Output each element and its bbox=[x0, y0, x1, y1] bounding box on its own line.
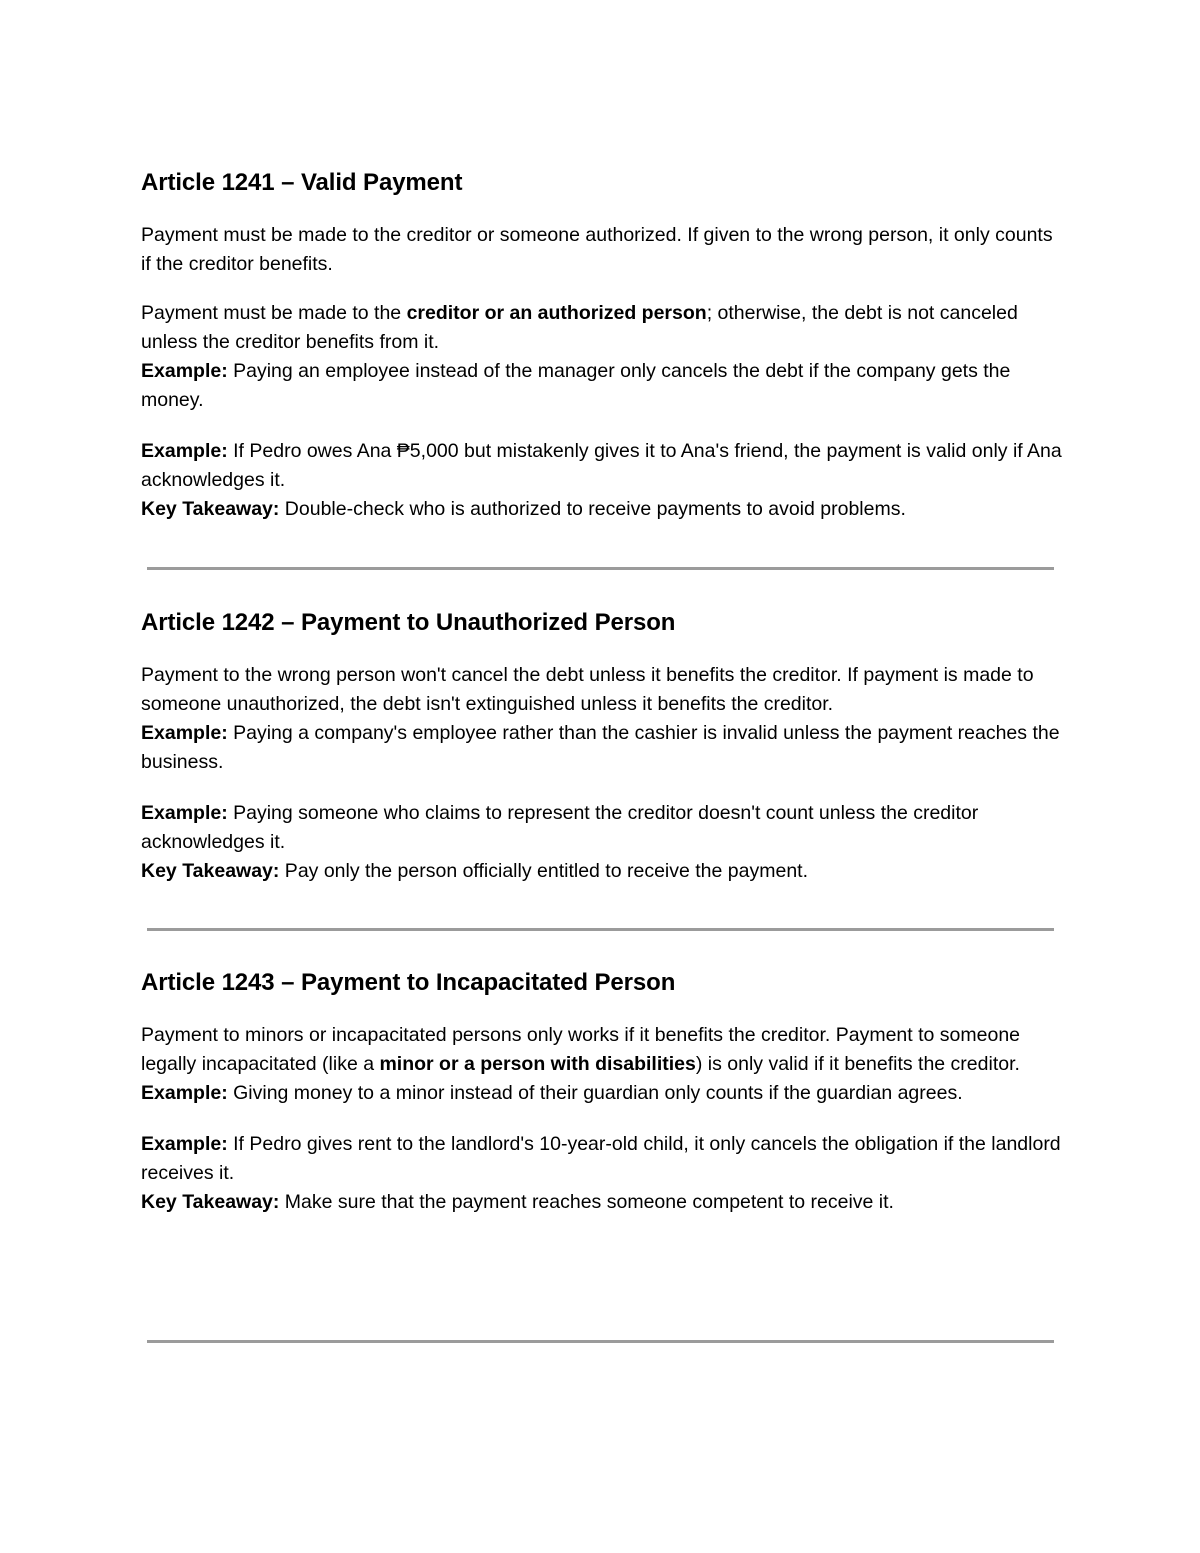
summary-text: ) is only valid if it benefits the creditor. bbox=[695, 1053, 1020, 1075]
takeaway-label: Key Takeaway: bbox=[141, 1191, 280, 1213]
article-title: Article 1242 – Payment to Unauthorized Person bbox=[141, 609, 676, 636]
article-example-block bbox=[141, 437, 1066, 524]
example-text: If Pedro owes Ana ₱5,000 but mistakenly gives it to Ana's friend, the payment is valid only if Ana acknowledges it. bbox=[141, 440, 1062, 491]
takeaway-paragraph bbox=[141, 1188, 1066, 1217]
summary-paragraph bbox=[141, 1021, 1066, 1079]
article-details bbox=[141, 299, 1066, 415]
example-label: Example: bbox=[141, 440, 228, 462]
article-1243 bbox=[141, 969, 1066, 1239]
detail-text: ; otherwise, the debt is not canceled unless the creditor benefits from it. bbox=[141, 302, 1018, 353]
article-1242 bbox=[141, 609, 1066, 908]
example-label: Example: bbox=[141, 1082, 228, 1104]
takeaway-paragraph bbox=[141, 495, 1066, 524]
article-title: Article 1243 – Payment to Incapacitated Person bbox=[141, 969, 676, 996]
summary-text: Payment to minors or incapacitated persons only works if it benefits the creditor. Payment to someone legally incapacitated (like a bbox=[141, 1024, 1021, 1075]
article-details bbox=[141, 661, 1066, 777]
example-text: Paying a company's employee rather than the cashier is invalid unless the payment reaches the business. bbox=[141, 722, 1060, 773]
article-title: Article 1241 – Valid Payment bbox=[141, 169, 463, 196]
summary-emphasis: minor or a person with disabilities bbox=[379, 1053, 696, 1075]
example-label: Example: bbox=[141, 722, 228, 744]
detail-emphasis: creditor or an authorized person bbox=[406, 302, 707, 324]
example-paragraph bbox=[141, 1079, 1066, 1108]
example-label: Example: bbox=[141, 802, 228, 824]
example-text: Paying someone who claims to represent the creditor doesn't count unless the creditor acknowledges it. bbox=[141, 802, 979, 853]
example-text: Giving money to a minor instead of their guardian only counts if the guardian agrees. bbox=[227, 1082, 963, 1104]
takeaway-text: Make sure that the payment reaches someone competent to receive it. bbox=[279, 1191, 894, 1213]
divider bbox=[147, 928, 1054, 931]
example-paragraph bbox=[141, 357, 1066, 415]
takeaway-label: Key Takeaway: bbox=[141, 498, 280, 520]
example-paragraph bbox=[141, 437, 1066, 495]
example-paragraph bbox=[141, 719, 1066, 777]
example-label: Example: bbox=[141, 1133, 228, 1155]
example-paragraph bbox=[141, 1130, 1066, 1188]
takeaway-label: Key Takeaway: bbox=[141, 860, 280, 882]
takeaway-paragraph bbox=[141, 857, 1066, 886]
example-paragraph bbox=[141, 799, 1066, 857]
detail-text: Payment must be made to the bbox=[141, 302, 407, 324]
article-example-block bbox=[141, 799, 1066, 886]
article-example-block bbox=[141, 1130, 1066, 1217]
divider bbox=[147, 567, 1054, 570]
article-1241 bbox=[141, 169, 1066, 546]
article-details bbox=[141, 1021, 1066, 1108]
takeaway-text: Double-check who is authorized to receive payments to avoid problems. bbox=[279, 498, 906, 520]
takeaway-text: Pay only the person officially entitled to receive the payment. bbox=[279, 860, 808, 882]
divider bbox=[147, 1340, 1054, 1343]
example-text: Paying an employee instead of the manager only cancels the debt if the company gets the money. bbox=[141, 360, 1011, 411]
example-text: If Pedro gives rent to the landlord's 10-year-old child, it only cancels the obligation if the landlord receives it. bbox=[141, 1133, 1061, 1184]
detail-paragraph bbox=[141, 299, 1066, 357]
summary-paragraph: Payment to the wrong person won't cancel the debt unless it benefits the creditor. If payment is made to someone unauthorized, the debt isn't extinguished unless it benefits the creditor. bbox=[141, 664, 1034, 715]
example-label: Example: bbox=[141, 360, 228, 382]
article-summary: Payment must be made to the creditor or someone authorized. If given to the wrong person, it only counts if the creditor benefits. bbox=[141, 224, 1053, 275]
